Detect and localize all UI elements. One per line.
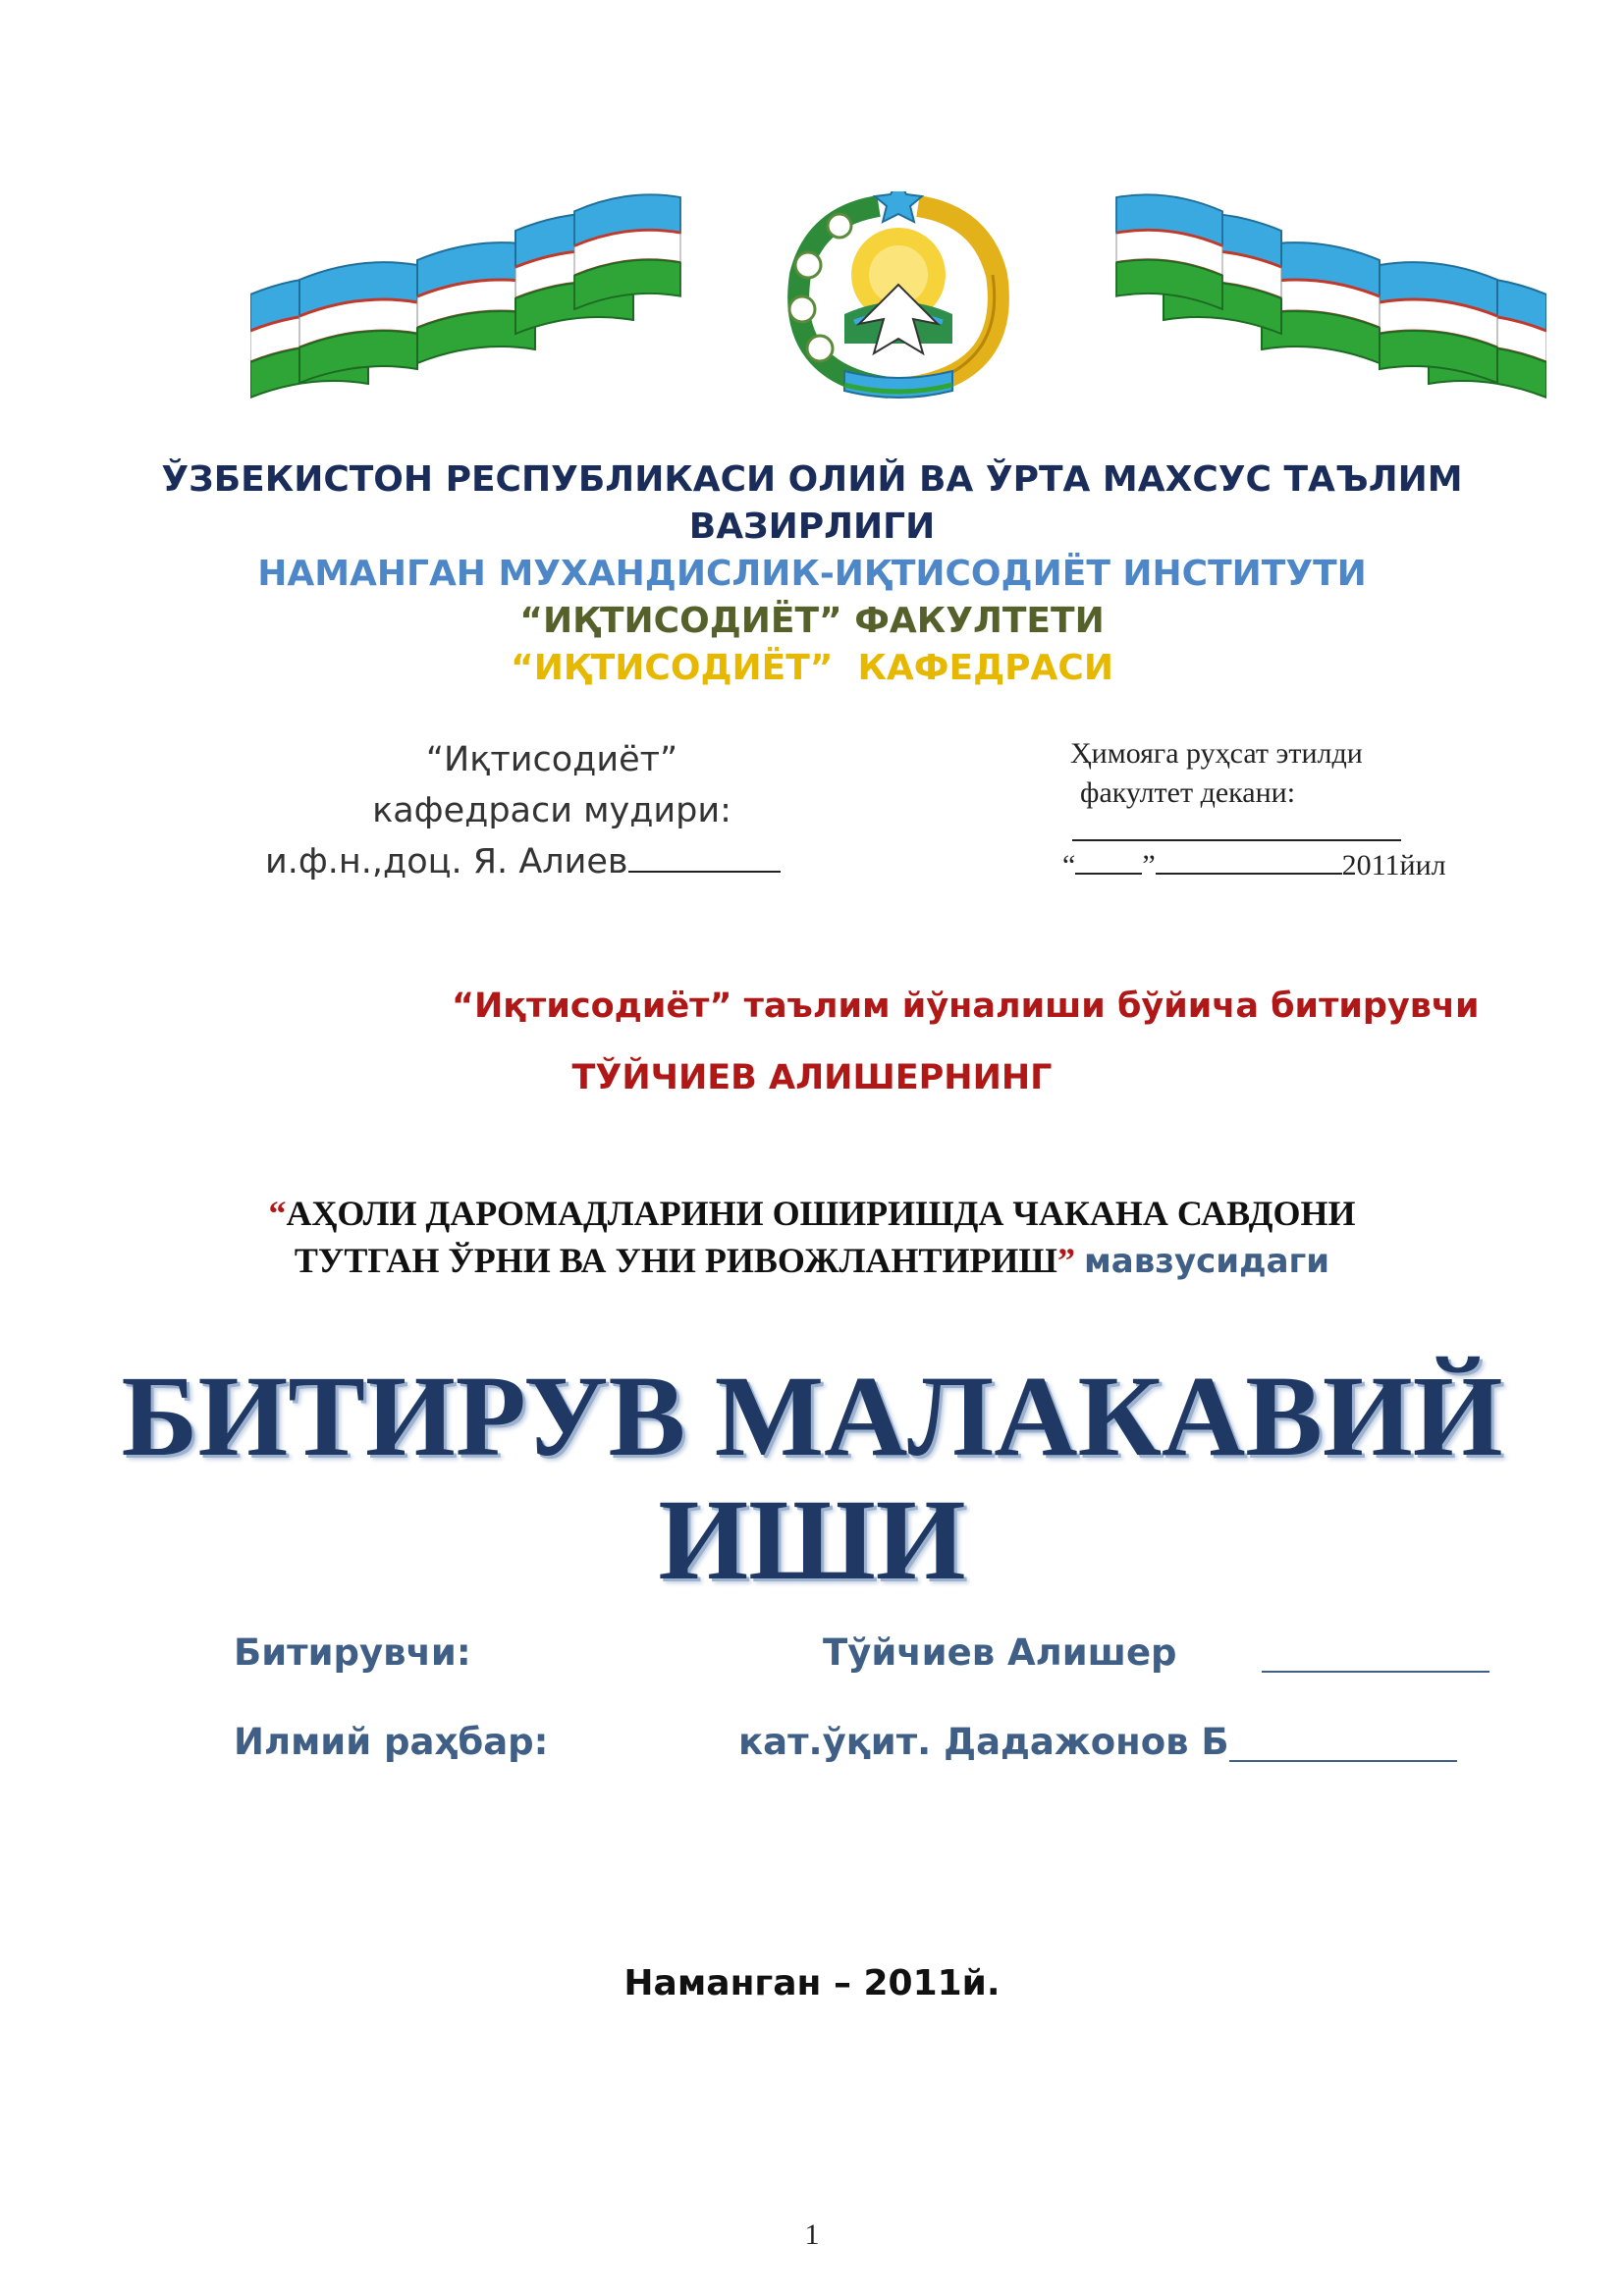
date-month-blank [1156,873,1342,875]
topic-line-2-row [0,1237,1624,1285]
topic-open-quote: “ [268,1194,287,1233]
state-emblem-banner [250,191,1546,417]
thesis-topic [0,1190,1624,1285]
date-close-quote: ” [1142,849,1156,881]
approval-left-line-3-row [265,836,846,887]
date-year: 2011йил [1341,849,1446,881]
topic-line-1: АҲОЛИ ДАРОМАДЛАРИНИ ОШИРИШДА ЧАКАНА САВДОНИ [286,1194,1356,1233]
topic-line-2: ТУТГАН ЎРНИ ВА УНИ РИВОЖЛАНТИРИШ [294,1241,1057,1280]
graduate-signer-name: Тўйчиев Алишер [823,1631,1177,1674]
flag-ribbon-emblem-icon [250,191,1546,417]
signature-line-dept-head [628,871,781,873]
graduate-label: Битирувчи: [234,1631,471,1674]
signature-line-graduate [1262,1671,1489,1673]
department-name: “ИҚТИСОДИЁТ” КАФЕДРАСИ [511,648,1113,688]
dean-approval [1062,734,1483,885]
faculty-name: “ИҚТИСОДИЁТ” ФАКУЛТЕТИ [519,601,1105,641]
date-open-quote: “ [1062,849,1076,881]
institute-name: НАМАНГАН МУХАНДИСЛИК-ИҚТИСОДИЁТ ИНСТИТУТИ [257,554,1367,594]
topic-suffix: мавзусидаги [1083,1242,1330,1281]
advisor-name: кат.ўқит. Дадажонов Б [738,1721,1229,1763]
date-day-blank [1075,873,1142,875]
dean-signature-row [1070,813,1483,846]
document-title [0,1352,1624,1604]
approval-right-line-2: факултет декани: [1080,776,1296,809]
approval-left-line-3: и.ф.н.,доц. Я. Алиев [265,842,628,881]
title-line-1: БИТИРУВ МАЛАКАВИЙ [121,1352,1503,1480]
graduate-line: “Иқтисодиёт” таълим йўналиши бўйича битирувчи [452,987,1480,1026]
signature-line-dean [1072,839,1401,841]
graduate-name: ТЎЙЧИЕВ АЛИШЕРНИНГ [571,1058,1053,1097]
ministry-line-1: ЎЗБЕКИСТОН РЕСПУБЛИКАСИ ОЛИЙ ВА ЎРТА МАХСУС ТАЪЛИМ [161,459,1463,500]
title-line-2: ИШИ [658,1475,966,1604]
page-number: 1 [804,2218,820,2251]
ministry-line-2: ВАЗИРЛИГИ [688,507,936,547]
approval-left-line-1: “Иқтисодиёт” [425,740,678,779]
advisor-label: Илмий раҳбар: [234,1721,549,1763]
dean-date-row [1062,846,1483,885]
topic-close-quote: ” [1056,1241,1075,1280]
approval-right-line-1: Ҳимояга руҳсат этилди [1070,737,1363,770]
city-year: Наманган – 2011й. [623,1963,1001,2003]
department-head-approval [257,734,846,887]
signature-line-advisor [1229,1760,1457,1762]
topic-line-1-row [0,1190,1624,1237]
approval-left-line-2: кафедраси мудири: [372,791,731,830]
